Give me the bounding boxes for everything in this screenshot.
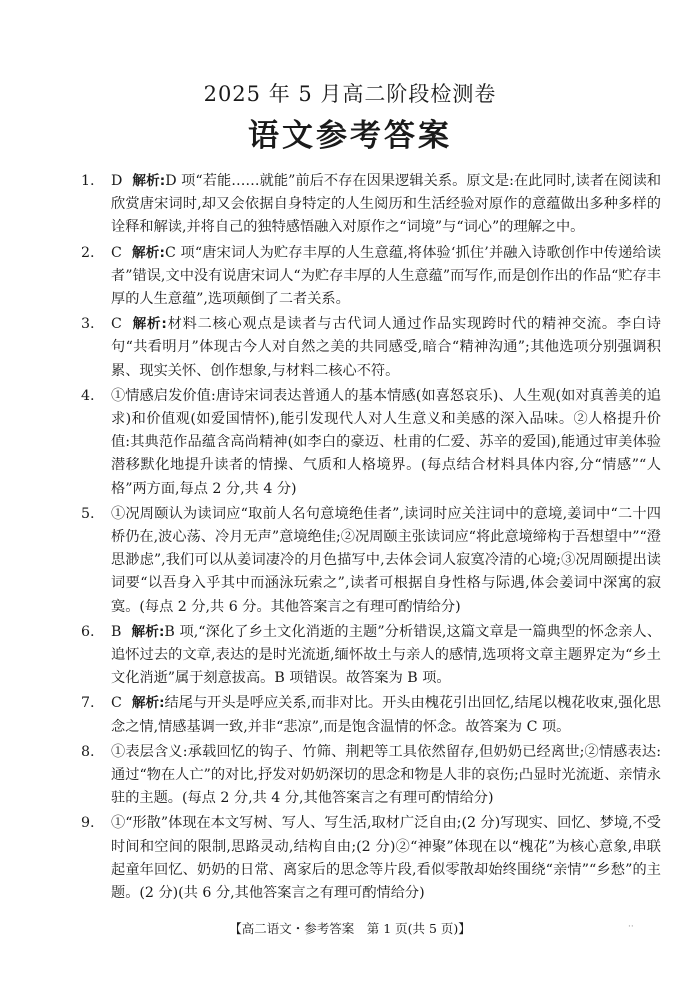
answer-text: ①情感启发价值:唐诗宋词表达普通人的基本情感(如喜怒哀乐)、人生观(如对真善美的追求)和价值观(如爱国情怀),能引发现代人对人生意义和美感的深入品味。②人格提升价值:其典范作品蕴含高尚精神(如李白的豪迈、杜甫的仁爱、苏辛的爱国),能通过审美体验潜移默化地提升读者的情操、气质和人格境界。(每点结合材料具体内容,分“情感”“人格”两方面,每点 2 分,共 4 分)	[111, 387, 661, 497]
question-number: 1.	[81, 173, 95, 189]
answer-key-title: 语文参考答案	[248, 118, 452, 154]
answer-choice: C	[111, 244, 122, 261]
answer-choice: D	[111, 173, 123, 189]
answer-text: ①况周颐认为读词应“取前人名句意境绝佳者”,读词时应关注词中的意境,姜词中“二十四桥仍在,波心荡、冷月无声”意境绝佳;②况周颐主张读词应“将此意境缔构于吾想望中”“澄思渺虑”,我们可以从姜词凄冷的月色描写中,去体会词人寂寞冷清的心境;③况周颐提出读词要“以吾身入乎其中而涵泳玩索之”,读者可根据自身性格与际遇,体会姜词中深寓的寂寞。(每点 2 分,共 6 分。其他答案言之有理可酌情给分)	[111, 505, 661, 615]
analysis-label: 解析:	[131, 316, 167, 333]
answer-item-3	[81, 313, 661, 383]
answer-item-8	[81, 741, 661, 811]
analysis-label: 解析:	[132, 173, 166, 189]
analysis-text: 结尾与开头是呼应关系,而非对比。开头由槐花引出回忆,结尾以槐花收束,强化思念之情,情感基调一致,并非“悲凉”,而是饱含温情的怀念。故答案为 C 项。	[111, 695, 661, 735]
answer-list	[81, 170, 661, 907]
answer-choice: C	[111, 695, 122, 712]
question-number: 5.	[81, 505, 95, 522]
analysis-text: B 项,“深化了乡土文化消逝的主题”分析错误,这篇文章是一篇典型的怀念亲人、追怀过去的文章,表达的是时光流逝,缅怀故土与亲人的感情,选项将文章主题界定为“乡土文化消逝”属于刻意拔高。B 项错误。故答案为 B 项。	[111, 623, 662, 687]
footer-mark: ··	[628, 922, 634, 932]
analysis-label: 解析:	[131, 244, 165, 261]
answer-text: ①表层含义:承载回忆的钩子、竹筛、荆耙等工具依然留存,但奶奶已经离世;②情感表达:通过“物在人亡”的对比,抒发对奶奶深切的思念和物是人非的哀伤;凸显时光流逝、亲情永驻的主题。(每点 2 分,共 4 分,其他答案言之有理可酌情给分)	[111, 743, 661, 807]
question-number: 9.	[81, 815, 95, 832]
answer-item-1	[81, 170, 661, 240]
analysis-label: 解析:	[131, 623, 165, 640]
answer-item-2	[81, 242, 661, 312]
exam-title: 2025 年 5 月高二阶段检测卷	[203, 82, 497, 106]
question-number: 7.	[81, 695, 95, 712]
answer-item-5	[81, 503, 661, 619]
question-number: 8.	[81, 743, 95, 760]
question-number: 3.	[81, 316, 95, 333]
analysis-text: 材料二核心观点是读者与古代词人通过作品实现跨时代的精神交流。李白诗句“共看明月”体现古今人对自然之美的共同感受,暗合“精神沟通”;其他选项分别强调积累、现实关怀、创作想象,与材料二核心不符。	[111, 316, 661, 379]
analysis-text: C 项“唐宋词人为贮存丰厚的人生意蕴,将体验‘抓住’并融入诗歌创作中传递给读者”错误,文中没有说唐宋词人“为贮存丰厚的人生意蕴”而写作,而是创作出的作品“贮存丰厚的人生意蕴”,选项颠倒了二者关系。	[111, 244, 662, 308]
answer-item-4	[81, 385, 661, 501]
answer-item-7	[81, 692, 661, 738]
question-number: 4.	[81, 387, 95, 404]
answer-choice: B	[111, 623, 122, 640]
question-number: 6.	[81, 623, 95, 640]
answer-item-6	[81, 621, 661, 691]
answer-item-9	[81, 812, 661, 905]
analysis-text: D 项“若能……就能”前后不存在因果逻辑关系。原文是:在此同时,读者在阅读和欣赏唐宋词时,却又会依据自身特定的人生阅历和生活经验对原作的意蕴做出多种多样的诠释和解读,并将自己的独特感悟融入对原作之“词境”与“词心”的理解之中。	[111, 173, 662, 236]
analysis-label: 解析:	[131, 695, 165, 712]
answer-choice: C	[111, 316, 122, 333]
answer-text: ①“形散”体现在本文写树、写人、写生活,取材广泛自由;(2 分)写现实、回忆、梦境,不受时间和空间的限制,思路灵动,结构自由;(2 分)②“神聚”体现在以“槐花”为核心意象,串联起童年回忆、奶奶的日常、离家后的思念等片段,看似零散却始终围绕“亲情”“乡愁”的主题。(2 分)(共 6 分,其他答案言之有理可酌情给分)	[111, 815, 661, 902]
question-number: 2.	[81, 244, 95, 261]
page-footer: 【高二语文・参考答案 第 1 页(共 5 页)】	[229, 921, 471, 936]
